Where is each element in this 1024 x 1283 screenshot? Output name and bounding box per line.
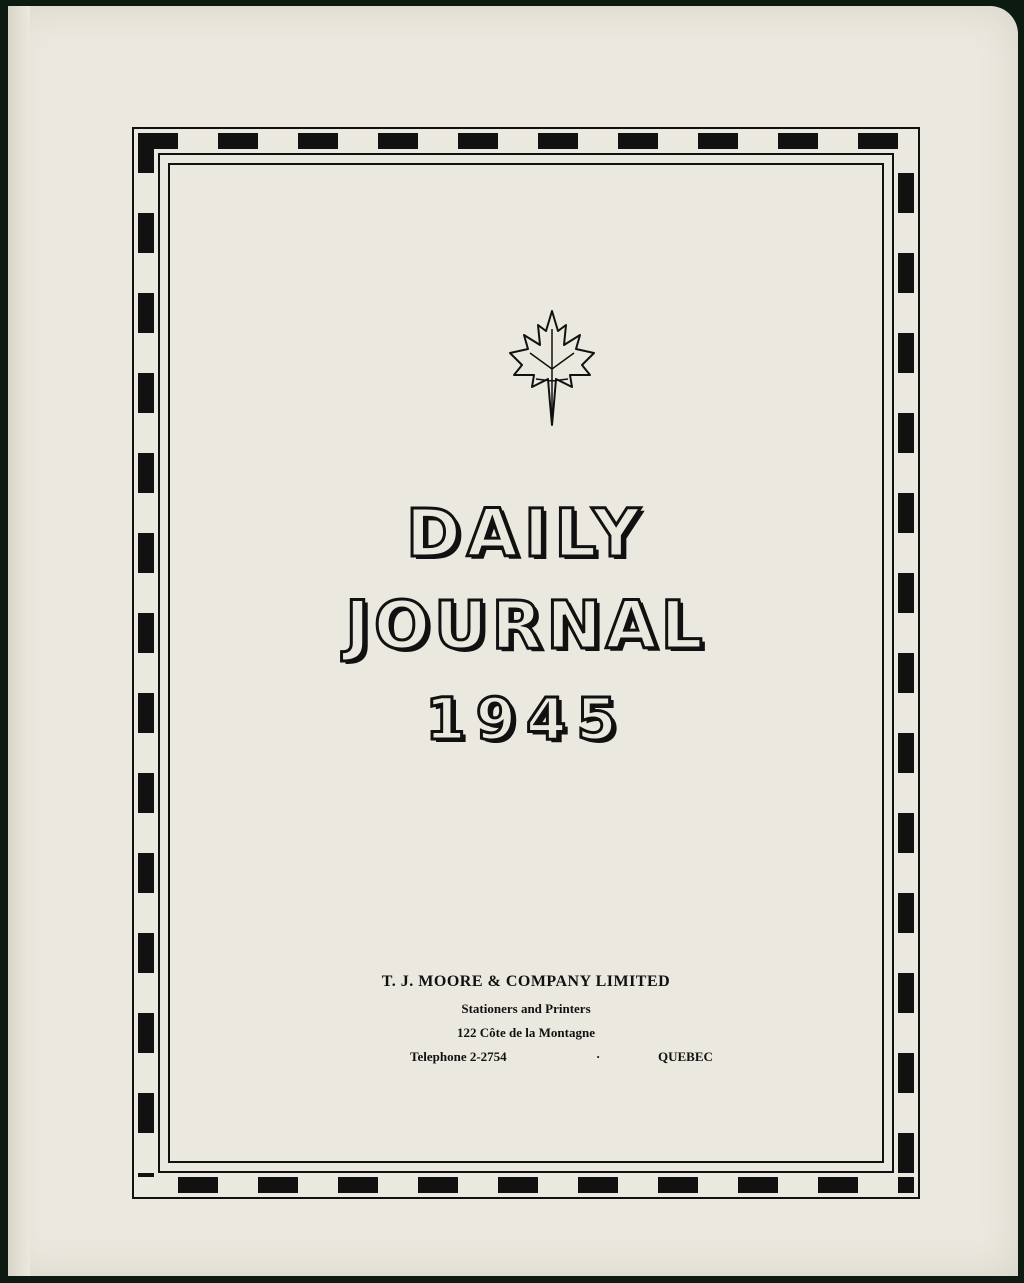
publisher-trade: Stationers and Printers	[461, 1001, 591, 1016]
title-journal: JOURNAL	[345, 587, 707, 664]
publisher-city: QUEBEC	[658, 1049, 713, 1064]
decorative-border	[132, 127, 920, 1199]
contact-separator: ·	[596, 1049, 601, 1064]
title-year: 1945	[425, 685, 627, 753]
publisher-telephone: Telephone 2-2754	[410, 1049, 507, 1064]
title-daily: DAILY	[406, 495, 646, 572]
inner-frame	[158, 153, 894, 1173]
maple-leaf-icon	[506, 309, 598, 429]
binding-edge	[8, 6, 30, 1276]
journal-cover-page	[8, 6, 1018, 1276]
publisher-name: T. J. MOORE & COMPANY LIMITED	[381, 973, 671, 990]
publisher-address: 122 Côte de la Montagne	[457, 1025, 595, 1040]
